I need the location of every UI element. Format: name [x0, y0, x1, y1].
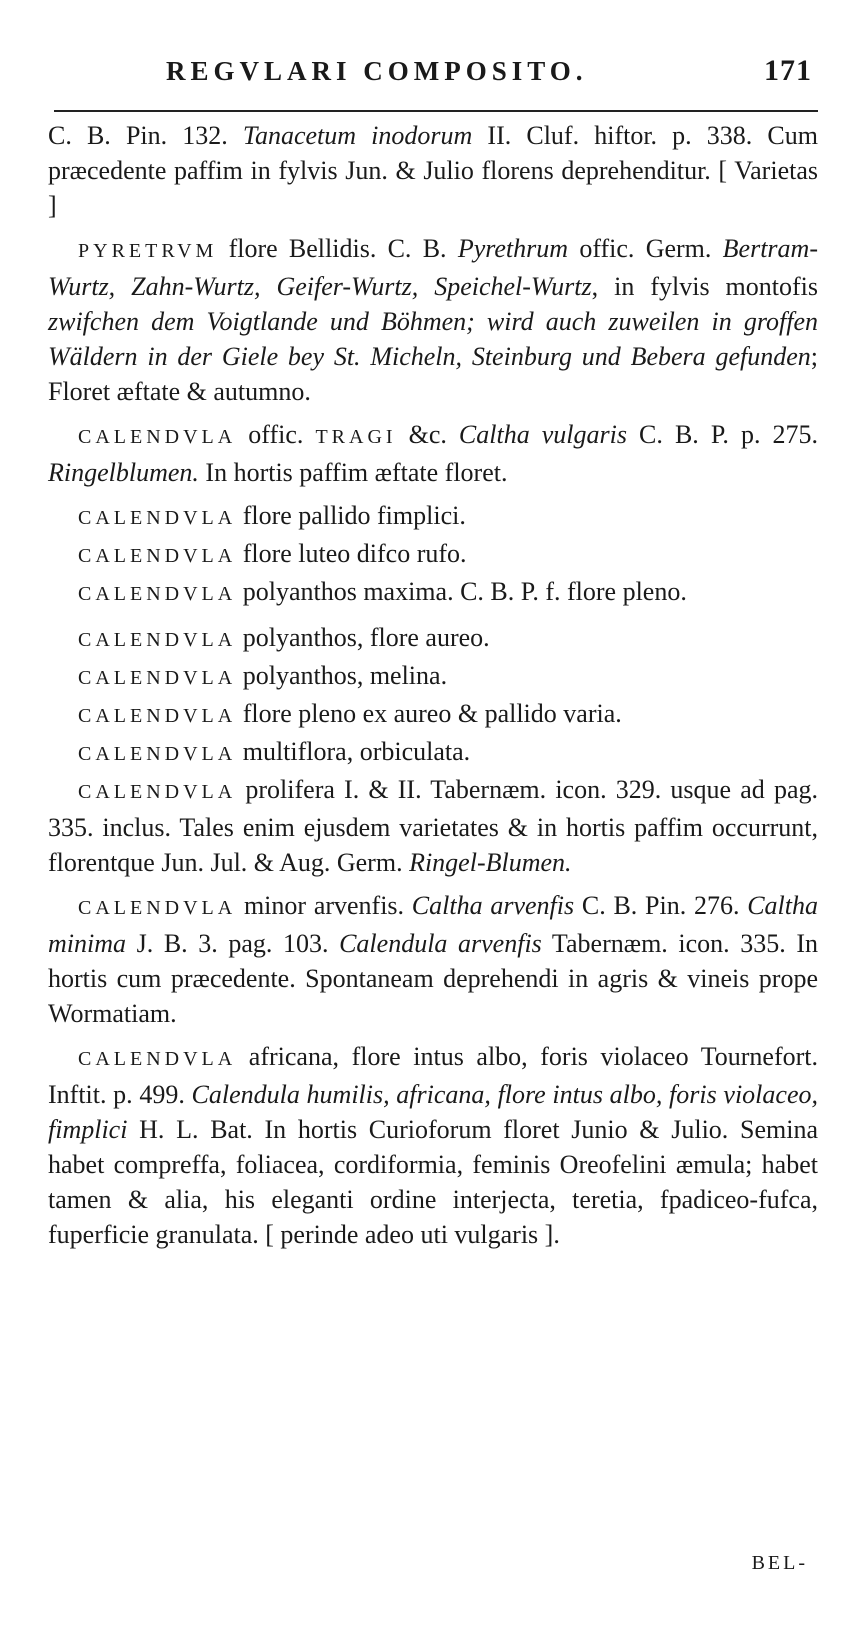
text-segment: multiflora, orbiculata. — [236, 737, 471, 766]
body-text — [48, 118, 818, 1260]
text-segment: flore Bellidis. C. B. — [217, 234, 458, 263]
small-caps-term: CALENDVLA — [78, 781, 237, 803]
catchword: BEL- — [751, 1552, 808, 1574]
text-segment: polyanthos maxima. C. B. P. f. flore pleno. — [236, 577, 687, 606]
text-segment: Tabernæm. icon. 335. In hortis cum præcedente. Spontaneam deprehendi in agris & vineis prope Wormatiam. — [48, 929, 819, 1028]
book-page — [48, 40, 818, 1620]
text-segment: offic. — [236, 420, 316, 449]
italic-text: Calendula arvenfis — [339, 929, 542, 958]
text-segment: polyanthos, melina. — [236, 661, 448, 690]
small-caps-term: CALENDVLA — [78, 705, 237, 727]
italic-text: Caltha arvenfis — [411, 891, 575, 920]
paragraph-p12 — [48, 888, 818, 1031]
italic-text: Ringel-Blumen. — [409, 848, 572, 877]
paragraph-p11 — [48, 772, 818, 880]
text-segment: In hortis paffim æftate floret. — [198, 458, 508, 487]
small-caps-term: CALENDVLA — [78, 583, 237, 605]
text-segment: C. B. Pin. 132. — [48, 121, 243, 150]
small-caps-term: CALENDVLA — [78, 743, 237, 765]
page-number: 171 — [764, 54, 812, 87]
small-caps-term: CALENDVLA — [78, 897, 237, 919]
paragraph-p5 — [48, 536, 818, 574]
italic-text: Caltha vulgaris — [458, 420, 627, 449]
text-segment: minor arvenfis. — [236, 891, 412, 920]
small-caps-term: TRAGI — [315, 426, 397, 448]
paragraph-p1 — [48, 118, 818, 223]
italic-text: Calendula humilis, africana, flore intus albo, foris violaceo, fimplici — [48, 1080, 818, 1144]
text-segment: polyanthos, flore aureo. — [236, 623, 490, 652]
small-caps-term: CALENDVLA — [78, 507, 237, 529]
small-caps-term: CALENDVLA — [78, 545, 237, 567]
header-rule — [54, 110, 818, 112]
italic-text: zwifchen dem Voigtlande und Böhmen; wird auch zuweilen in groffen Wäldern in der Giele bey St. Micheln, Steinburg und Bebera gefunden — [48, 307, 818, 371]
text-segment: J. B. 3. pag. 103. — [126, 929, 340, 958]
small-caps-term: CALENDVLA — [78, 1048, 237, 1070]
running-title: REGVLARI COMPOSITO. — [166, 56, 588, 86]
italic-text: Tanacetum inodorum — [242, 121, 473, 150]
text-segment: C. B. Pin. 276. — [574, 891, 748, 920]
paragraph-p2 — [48, 231, 818, 409]
small-caps-term: CALENDVLA — [78, 629, 237, 651]
text-segment: C. B. P. p. 275. — [627, 420, 819, 449]
small-caps-term: CALENDVLA — [78, 667, 237, 689]
text-segment: prolifera I. & II. Tabernæm. icon. 329. usque ad pag. 335. inclus. Tales enim ejusdem varietates & in hortis paffim occurrunt, florentque Jun. Jul. & Aug. Germ. — [48, 775, 818, 877]
text-segment: H. L. Bat. In hortis Curioforum floret Junio & Julio. Semina habet compreffa, foliacea, cordiformia, feminis Oreofelini æmula; habet tamen & alia, his eleganti ordine interjecta, teretia, fpadiceo-fufca, fuperficie granulata. [ perinde adeo uti vulgaris ]. — [48, 1115, 818, 1249]
text-segment: II. Cluf. hiftor. p. 338. Cum præcedente paffim in fylvis Jun. & Julio florens deprehenditur. [ Varietas ] — [48, 121, 818, 220]
paragraph-p10 — [48, 734, 818, 772]
page-header — [48, 40, 818, 102]
text-segment: , in fylvis montofis — [591, 272, 818, 301]
text-segment: flore luteo difco rufo. — [236, 539, 467, 568]
text-segment: offic. Germ. — [568, 234, 723, 263]
paragraph-p7 — [48, 620, 818, 658]
paragraph-p4 — [48, 498, 818, 536]
paragraph-p13 — [48, 1039, 818, 1252]
paragraph-p8 — [48, 658, 818, 696]
text-segment: africana, flore intus albo, foris violaceo Tournefort. Inftit. p. 499. — [48, 1042, 818, 1109]
small-caps-term: PYRETRVM — [78, 240, 218, 262]
paragraph-p3 — [48, 417, 818, 490]
italic-text: Caltha minima — [48, 891, 818, 958]
text-segment: flore pleno ex aureo & pallido varia. — [236, 699, 622, 728]
italic-text: Ringelblumen. — [48, 458, 199, 487]
text-segment: ; Floret æftate & autumno. — [48, 342, 818, 406]
paragraph-p9 — [48, 696, 818, 734]
small-caps-term: CALENDVLA — [78, 426, 237, 448]
text-segment: flore pallido fimplici. — [236, 501, 466, 530]
italic-text: Bertram-Wurtz, Zahn-Wurtz, Geifer-Wurtz, Speichel-Wurtz — [48, 234, 818, 301]
italic-text: Pyrethrum — [457, 234, 569, 263]
paragraph-p6 — [48, 574, 818, 612]
text-segment: &c. — [396, 420, 459, 449]
